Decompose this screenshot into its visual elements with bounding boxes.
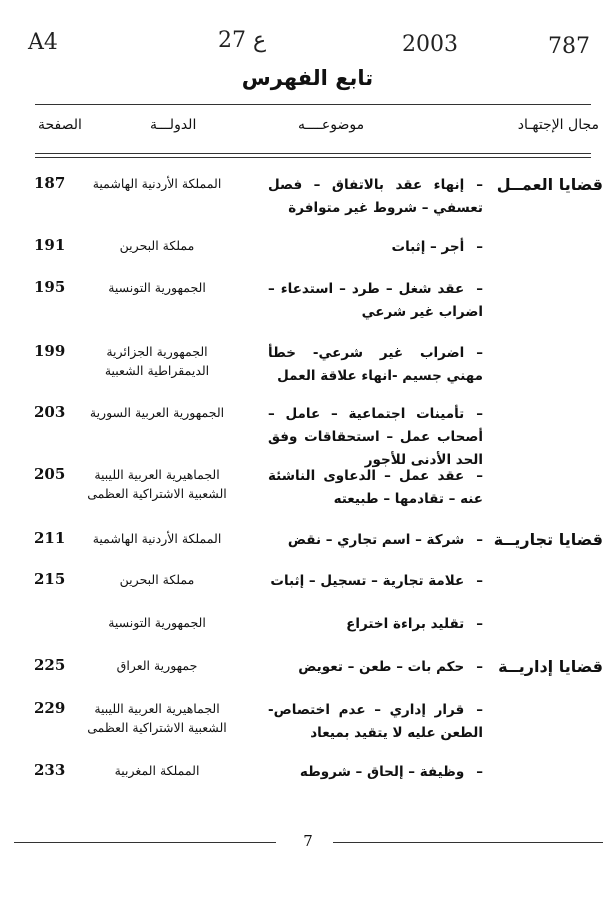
- header-bottom-rule-double: [35, 157, 591, 158]
- entry-page: 205: [34, 465, 66, 483]
- entry-dash: –: [476, 573, 483, 589]
- entry-page: 215: [34, 570, 66, 588]
- entry-country: الجماهيرية العربية الليبية الشعبية الاشتراكية العظمى: [87, 701, 227, 735]
- entry-page: 229: [34, 699, 66, 717]
- entry-subject-text: تأمينات اجتماعية – عامل – أصحاب عمل – استحقاقات وفق الحد الأدنى للأجور: [268, 406, 483, 468]
- footer-rule-right: [333, 842, 603, 843]
- entry-subject-text: أجر – إثبات: [391, 239, 465, 255]
- entry-subject: [268, 570, 483, 593]
- entry-subject: [268, 699, 483, 745]
- header-bottom-rule: [35, 153, 591, 154]
- entry-subject: [268, 465, 483, 511]
- handwritten-issue-number: 27 ع: [218, 28, 267, 53]
- entry-page: 195: [34, 278, 66, 296]
- entry-dash: –: [476, 764, 483, 780]
- handwritten-year: 2003: [402, 32, 458, 57]
- entry-country: المملكة الأردنية الهاشمية: [92, 176, 222, 191]
- entry-subject: [268, 529, 483, 552]
- entry-subject-text: وظيفة – إلحاق – شروطه: [299, 764, 465, 780]
- entry-page: 203: [34, 403, 66, 421]
- entry-page: 233: [34, 761, 66, 779]
- footer-rule-left: [14, 842, 276, 843]
- entry-dash: –: [476, 616, 483, 632]
- entry-subject: [268, 613, 483, 636]
- entry-subject-text: اضراب غير شرعي- خطأ مهني جسيم -انهاء علاقة العمل: [268, 345, 483, 384]
- entry-subject-text: عقد عمل – الدعاوى الناشئة عنه – تقادمها – طبيعته: [268, 468, 483, 507]
- entry-page: 187: [34, 174, 66, 192]
- entry-subject: [268, 278, 483, 324]
- field-commercial: قضايا تجاريــة: [493, 530, 603, 549]
- entry-dash: –: [476, 659, 483, 675]
- entry-subject-text: عقد شغل – طرد – استدعاء – اضراب غير شرعي: [268, 281, 483, 320]
- entry-country: مملكة البحرين: [119, 238, 195, 253]
- entry-dash: –: [476, 177, 483, 193]
- entry-subject: [268, 656, 483, 679]
- entry-page: 225: [34, 656, 66, 674]
- header-page: الصفحة: [38, 117, 82, 133]
- header-subject: موضوعــــه: [298, 117, 365, 133]
- entry-subject-text: علامة تجارية – تسجيل – إثبات: [270, 573, 465, 589]
- entry-country: جمهورية العراق: [116, 658, 198, 673]
- entry-subject-text: شركة – اسم تجاري – نقض: [287, 532, 465, 548]
- entry-dash: –: [476, 468, 483, 484]
- handwritten-reference: 787: [548, 34, 590, 59]
- entry-subject: [268, 403, 483, 472]
- entry-country: الجمهورية التونسية: [108, 280, 206, 295]
- entry-country: مملكة البحرين: [119, 572, 195, 587]
- entry-country: المملكة المغربية: [114, 763, 200, 778]
- entry-country: الجماهيرية العربية الليبية الشعبية الاشتراكية العظمى: [87, 467, 227, 501]
- field-labor: قضايا العمــل: [496, 175, 603, 194]
- entry-subject: [268, 174, 483, 220]
- entry-page: 199: [34, 342, 66, 360]
- page-number: 7: [303, 832, 313, 850]
- header-field: مجال الإجتهـاد: [517, 117, 599, 133]
- entry-subject-text: إنهاء عقد بالاتفاق – فصل تعسفي – شروط غير متوافرة: [268, 177, 483, 216]
- entry-dash: –: [476, 239, 483, 255]
- entry-dash: –: [476, 702, 483, 718]
- page-title: تابع الفهرس: [241, 66, 374, 90]
- header-country: الدولـــة: [150, 117, 197, 133]
- entry-dash: –: [476, 281, 483, 297]
- entry-subject: [268, 236, 483, 259]
- field-administrative: قضايا إداريــة: [498, 657, 603, 676]
- header-top-rule: [35, 104, 591, 105]
- entry-country: الجمهورية الجزائرية الديمقراطية الشعبية: [104, 344, 210, 378]
- entry-subject-text: تقليد براءة اختراع: [346, 616, 465, 632]
- entry-subject-text: قرار إداري – عدم اختصاص- الطعن عليه لا يتقيد بميعاد: [268, 702, 483, 741]
- entry-country: الجمهورية العربية السورية: [89, 405, 225, 420]
- entry-subject-text: حكم بات – طعن – تعويض: [298, 659, 465, 675]
- entry-country: الجمهورية التونسية: [108, 615, 206, 630]
- entry-country: المملكة الأردنية الهاشمية: [92, 531, 222, 546]
- handwritten-a4: A4: [28, 30, 58, 55]
- entry-dash: –: [476, 345, 483, 361]
- entry-dash: –: [476, 532, 483, 548]
- entry-page: 211: [34, 529, 66, 547]
- entry-subject: [268, 342, 483, 388]
- entry-subject: [268, 761, 483, 784]
- entry-dash: –: [476, 406, 483, 422]
- entry-page: 191: [34, 236, 66, 254]
